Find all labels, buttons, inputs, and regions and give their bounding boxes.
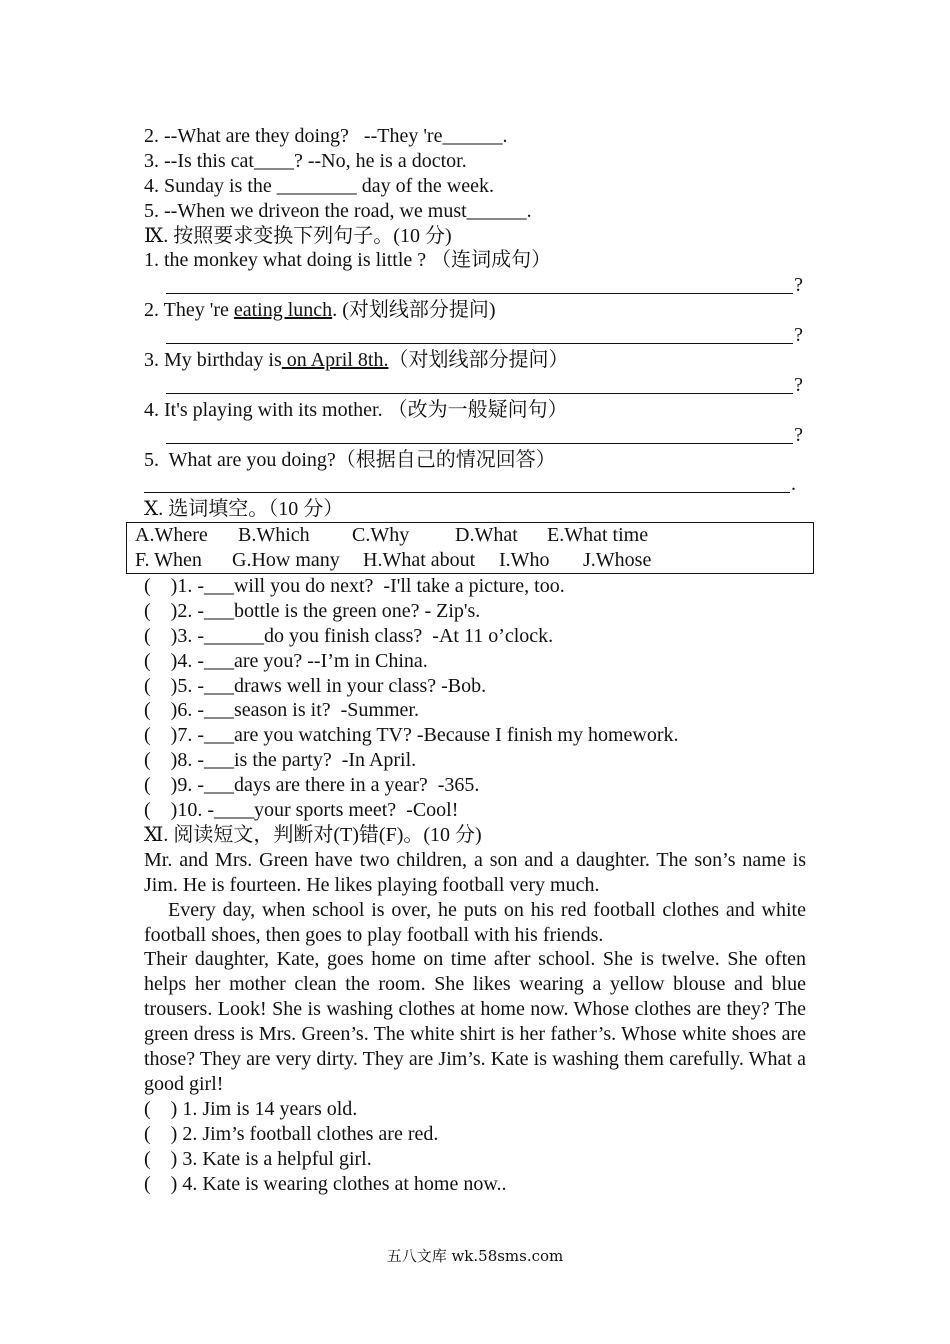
section10-title: Ⅹ. 选词填空。（10 分） [144,498,344,521]
option-b: B.Which [238,524,310,547]
exam-content [135,124,806,1196]
answer-line-5: . [144,472,796,497]
underlined-phrase: on April 8th. [281,349,389,372]
section9-question-1: 1. the monkey what doing is little ? （连词成句） [144,249,552,272]
option-j: J.Whose [583,549,652,572]
section11-item: ( ) 3. Kate is a helpful girl. [144,1147,372,1170]
word-bank-row-2 [135,548,813,573]
section10-item: ( )7. -___are you watching TV? -Because I finish my homework. [144,724,679,747]
section10-item: ( )2. -___bottle is the green one? - Zip's. [144,599,481,622]
word-bank-row-1 [135,523,813,548]
answer-line-4: ? [166,423,811,448]
section10-item: ( )10. -____your sports meet? -Cool! [144,799,459,822]
section10-item: ( )9. -___days are there in a year? -365. [144,774,480,797]
option-i: I.Who [499,549,550,572]
section11-item: ( ) 2. Jim’s football clothes are red. [144,1122,439,1145]
reading-paragraph-3: Their daughter, Kate, goes home on time after school. She is twelve. She often helps her mother clean the room. She likes wearing a yellow blouse and blue trousers. Look! She is washing clothes at home now. Whose clothes are they? The green dress is Mrs. Green’s. The white shirt is her father’s. Whose white shoes are those? They are very dirty. They are Jim’s. Kate is washing them carefully. What a good girl! [144,948,806,1095]
reading-paragraph-1: Mr. and Mrs. Green have two children, a son and a daughter. The son’s name is Jim. He is fourteen. He likes playing football very much. [144,848,806,896]
section10-item: ( )4. -___are you? --I’m in China. [144,649,428,672]
fill-item-4: 4. Sunday is the ________ day of the week. [144,174,494,197]
section9-question-2: 2. They 're eating lunch. (对划线部分提问) [144,299,496,322]
section10-item: ( )6. -___season is it? -Summer. [144,699,419,722]
fill-item-3: 3. --Is this cat____? --No, he is a doctor. [144,149,467,172]
section10-item: ( )8. -___is the party? -In April. [144,749,417,772]
section9-title: Ⅸ. 按照要求变换下列句子。(10 分) [144,224,452,247]
section9-question-5: 5. What are you doing?（根据自己的情况回答） [144,448,556,471]
word-bank-box [126,522,814,574]
section10-item: ( )5. -___draws well in your class? -Bob. [144,674,487,697]
fill-item-2: 2. --What are they doing? --They 're______. [144,125,508,147]
option-g: G.How many [232,549,340,572]
option-e: E.What time [547,524,649,547]
section11-item: ( ) 4. Kate is wearing clothes at home now.. [144,1172,507,1195]
option-c: C.Why [352,524,410,547]
option-f: F. When [135,549,202,572]
answer-line-1: ? [166,273,811,298]
section9-question-3: 3. My birthday is on April 8th.（对划线部分提问） [144,349,569,372]
section10-item: ( )1. -___will you do next? -I'll take a picture, too. [144,575,565,598]
answer-line-3: ? [166,373,811,398]
answer-line-2: ? [166,323,811,348]
fill-item-5: 5. --When we driveon the road, we must______. [144,199,532,222]
footer-watermark: 五八文库 wk.58sms.com [386,1247,564,1265]
option-d: D.What [455,524,518,547]
section11-item: ( ) 1. Jim is 14 years old. [144,1097,358,1120]
option-a: A.Where [135,524,208,547]
section9-question-4: 4. It's playing with its mother. （改为一般疑问句） [144,398,568,421]
underlined-phrase: eating lunch [233,299,333,322]
reading-paragraph-2: Every day, when school is over, he puts on his red football clothes and white football shoes, then goes to play football with his friends. [144,898,806,946]
option-h: H.What about [363,549,476,572]
section11-title: Ⅺ. 阅读短文，判断对(T)错(F)。(10 分) [144,823,482,846]
section10-item: ( )3. -______do you finish class? -At 11 o’clock. [144,624,554,647]
